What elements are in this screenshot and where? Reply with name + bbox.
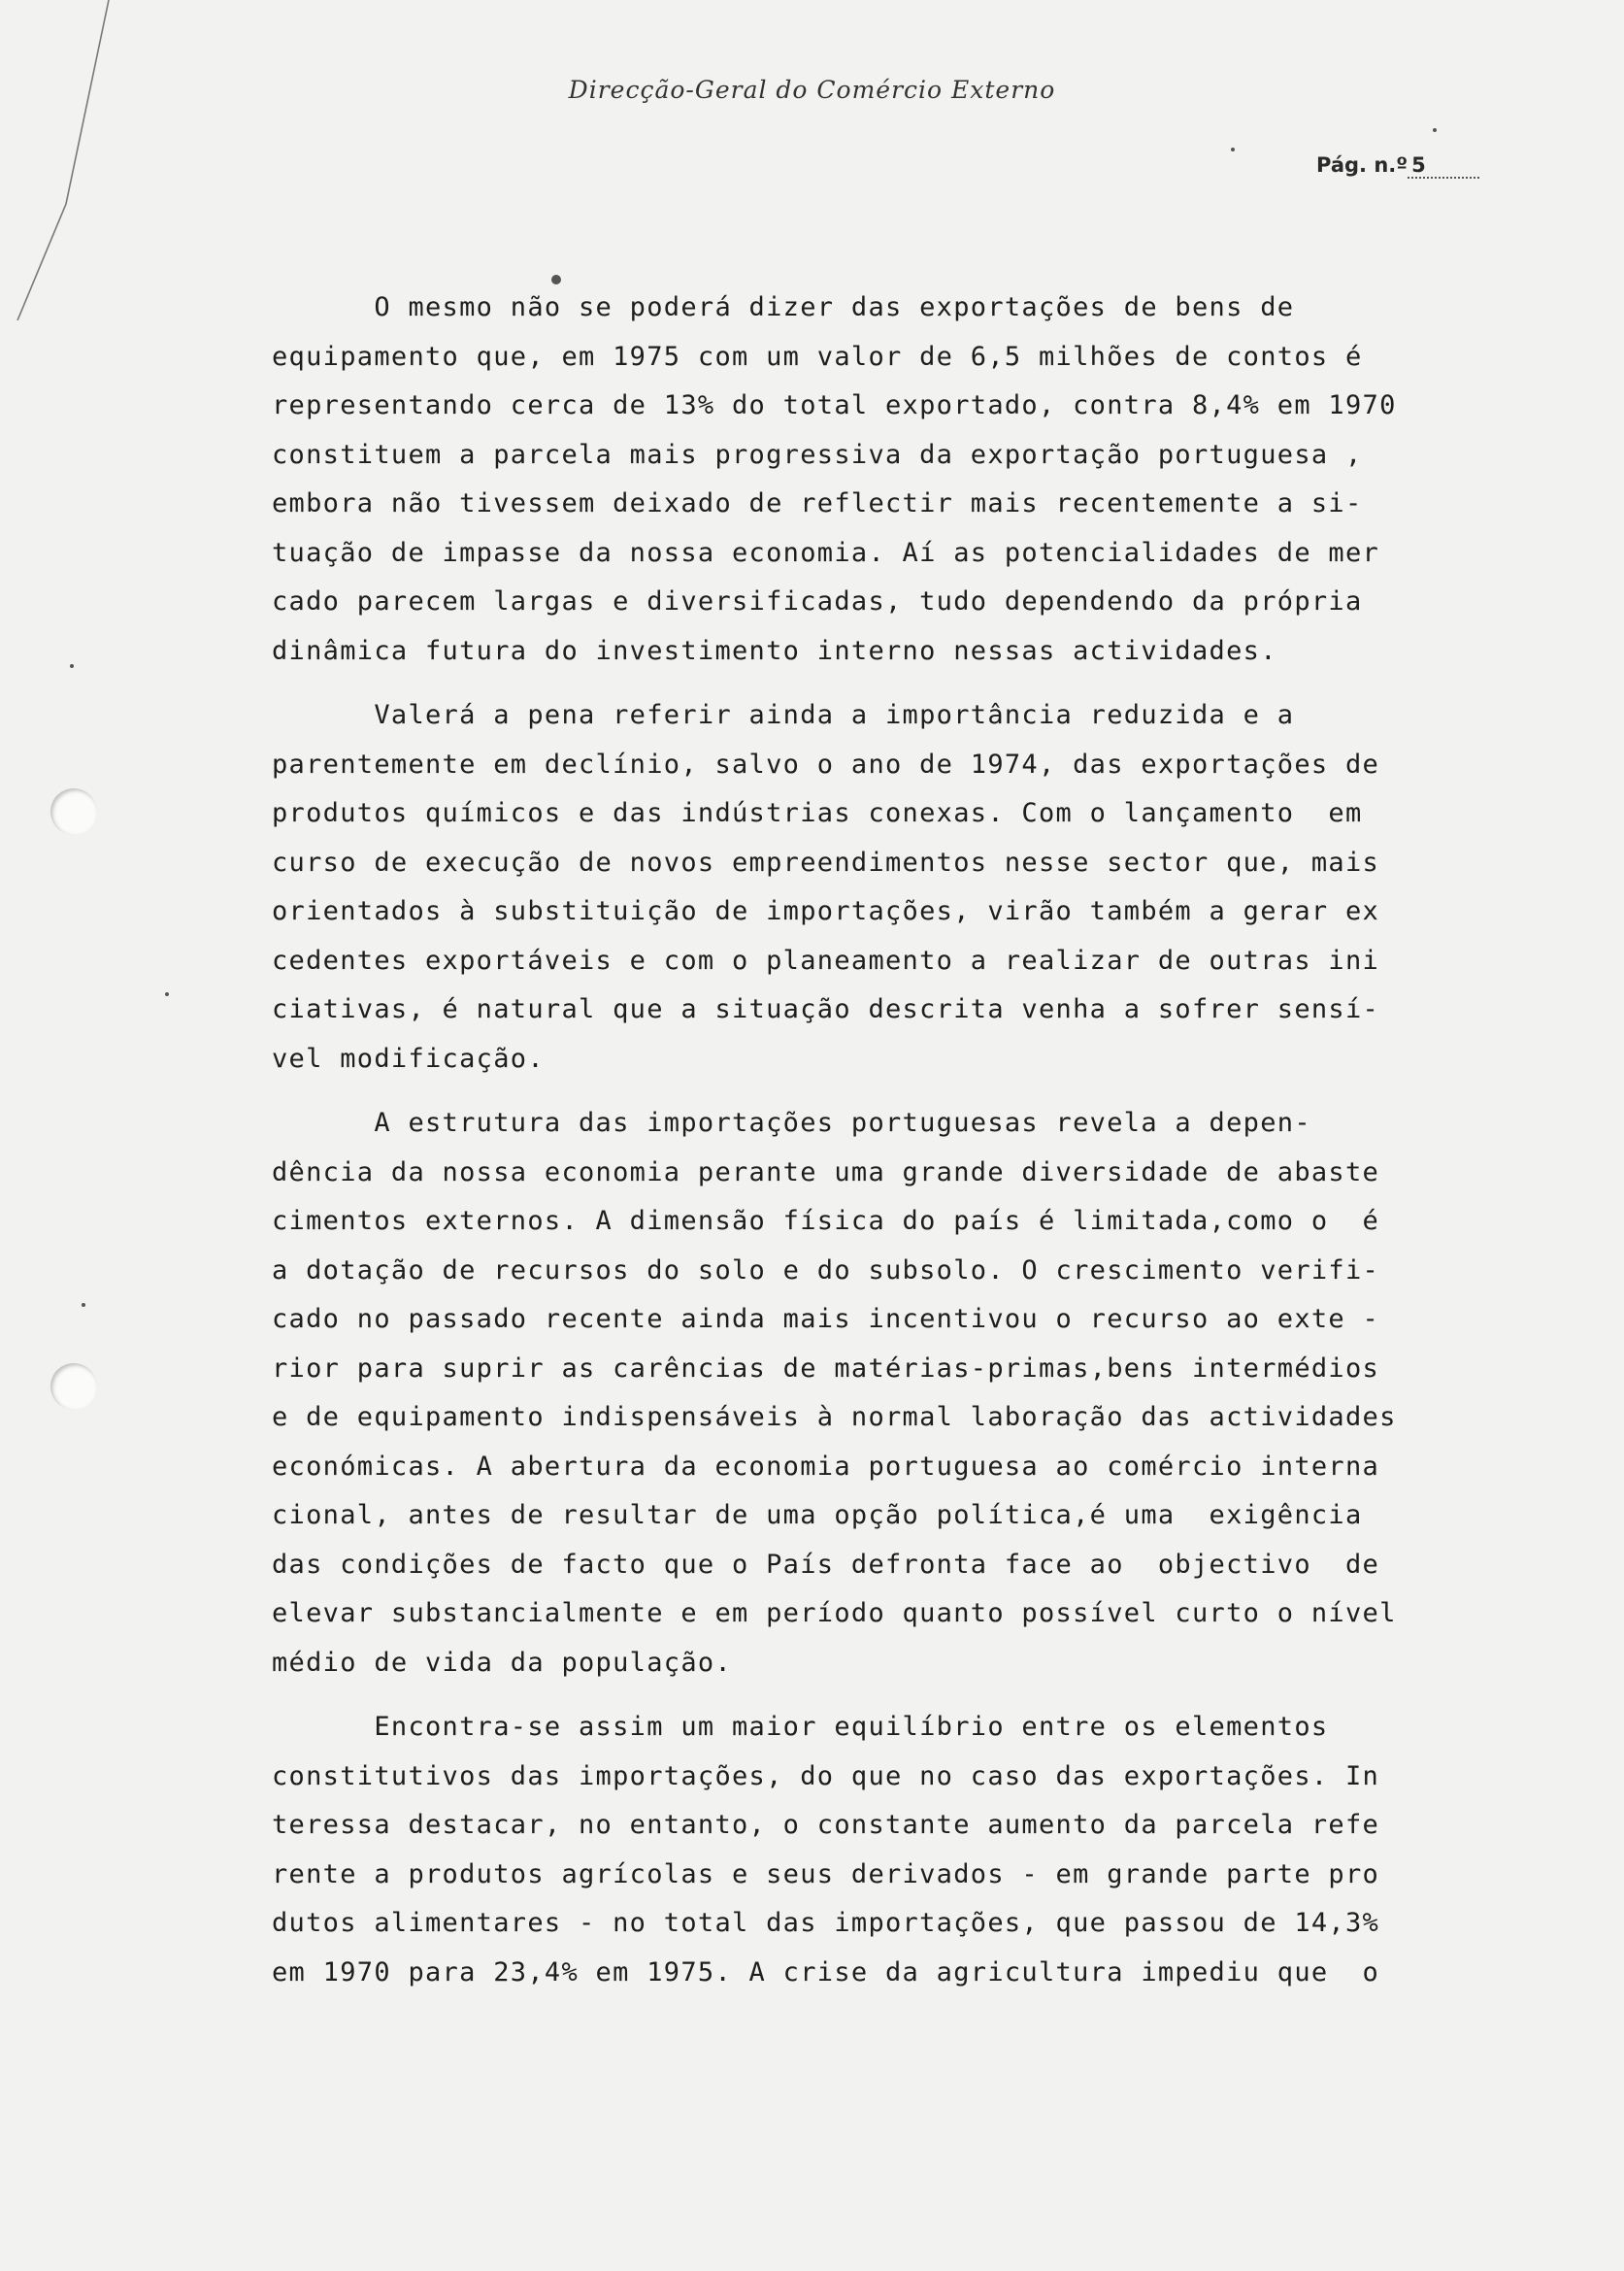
text-line: Valerá a pena referir ainda a importância reduzida e a — [272, 700, 1295, 730]
text-line: A estrutura das importações portuguesas revela a depen- — [272, 1108, 1311, 1138]
text-line: curso de execução de novos empreendimentos nesse sector que, mais — [272, 847, 1380, 878]
text-line: dutos alimentares - no total das importações, que passou de 14,3% — [272, 1908, 1380, 1938]
text-line: rente a produtos agrícolas e seus derivados - em grande parte pro — [272, 1858, 1380, 1889]
ink-spot — [70, 664, 74, 668]
text-line: cional, antes de resultar de uma opção política,é uma exigência — [272, 1500, 1363, 1530]
text-line: tuação de impasse da nossa economia. Aí as potencialidades de mer — [272, 537, 1380, 568]
text-line: Encontra-se assim um maior equilíbrio entre os elementos — [272, 1712, 1329, 1742]
text-line: em 1970 para 23,4% em 1975. A crise da agricultura impediu que o — [272, 1956, 1380, 1987]
margin-pencil-mark — [8, 0, 115, 320]
page-number-value: 5 — [1408, 153, 1479, 179]
punch-hole-upper — [50, 788, 97, 835]
paragraph-1 — [272, 284, 1553, 676]
text-line: O mesmo não se poderá dizer das exportações de bens de — [272, 292, 1295, 322]
text-line: cado parecem largas e diversificadas, tudo dependendo da própria — [272, 586, 1363, 617]
paragraph-4 — [272, 1703, 1553, 1997]
text-line: teressa destacar, no entanto, o constante aumento da parcela refe — [272, 1810, 1380, 1840]
ink-spot — [165, 992, 169, 996]
document-body — [272, 284, 1553, 2013]
page-number-prefix: Pág. n.º — [1316, 153, 1409, 177]
text-line: orientados à substituição de importações, virão também a gerar ex — [272, 896, 1380, 926]
ink-spot — [82, 1303, 85, 1307]
paragraph-2 — [272, 691, 1553, 1084]
ink-spot — [551, 275, 561, 284]
text-line: e de equipamento indispensáveis à normal laboração das actividades — [272, 1402, 1397, 1432]
text-line: elevar substancialmente e em período quanto possível curto o nível — [272, 1598, 1397, 1628]
ink-spot — [1231, 148, 1235, 151]
text-line: representando cerca de 13% do total exportado, contra 8,4% em 1970 — [272, 390, 1397, 420]
text-line: dinâmica futura do investimento interno nessas actividades. — [272, 635, 1277, 666]
punch-hole-lower — [50, 1363, 97, 1410]
text-line: constituem a parcela mais progressiva da exportação portuguesa , — [272, 439, 1363, 470]
text-line: a dotação de recursos do solo e do subsolo. O crescimento verifi- — [272, 1254, 1380, 1286]
page-number-label — [1316, 153, 1479, 179]
text-line: rior para suprir as carências de matérias-primas,bens intermédios — [272, 1353, 1380, 1384]
text-line: vel modificação. — [272, 1043, 545, 1074]
text-line: produtos químicos e das indústrias conexas. Com o lançamento em — [272, 798, 1363, 828]
text-line: parentemente em declínio, salvo o ano de 1974, das exportações de — [272, 749, 1380, 780]
text-line: cimentos externos. A dimensão física do país é limitada,como o é — [272, 1206, 1380, 1236]
ink-spot — [1433, 128, 1437, 132]
text-line: ciativas, é natural que a situação descrita venha a sofrer sensí- — [272, 994, 1380, 1024]
letterhead-title: Direcção-Geral do Comércio Externo — [568, 76, 1056, 104]
text-line: embora não tivessem deixado de reflectir mais recentemente a si- — [272, 488, 1363, 518]
text-line: cedentes exportáveis e com o planeamento a realizar de outras ini — [272, 945, 1380, 976]
text-line: das condições de facto que o País defronta face ao objectivo de — [272, 1549, 1380, 1580]
paragraph-3 — [272, 1099, 1553, 1687]
text-line: médio de vida da população. — [272, 1647, 732, 1678]
text-line: equipamento que, em 1975 com um valor de 6,5 milhões de contos é — [272, 341, 1363, 372]
text-line: cado no passado recente ainda mais incentivou o recurso ao exte - — [272, 1304, 1380, 1334]
text-line: constitutivos das importações, do que no caso das exportações. In — [272, 1760, 1380, 1791]
text-line: económicas. A abertura da economia portuguesa ao comércio interna — [272, 1451, 1380, 1482]
text-line: dência da nossa economia perante uma grande diversidade de abaste — [272, 1156, 1380, 1187]
